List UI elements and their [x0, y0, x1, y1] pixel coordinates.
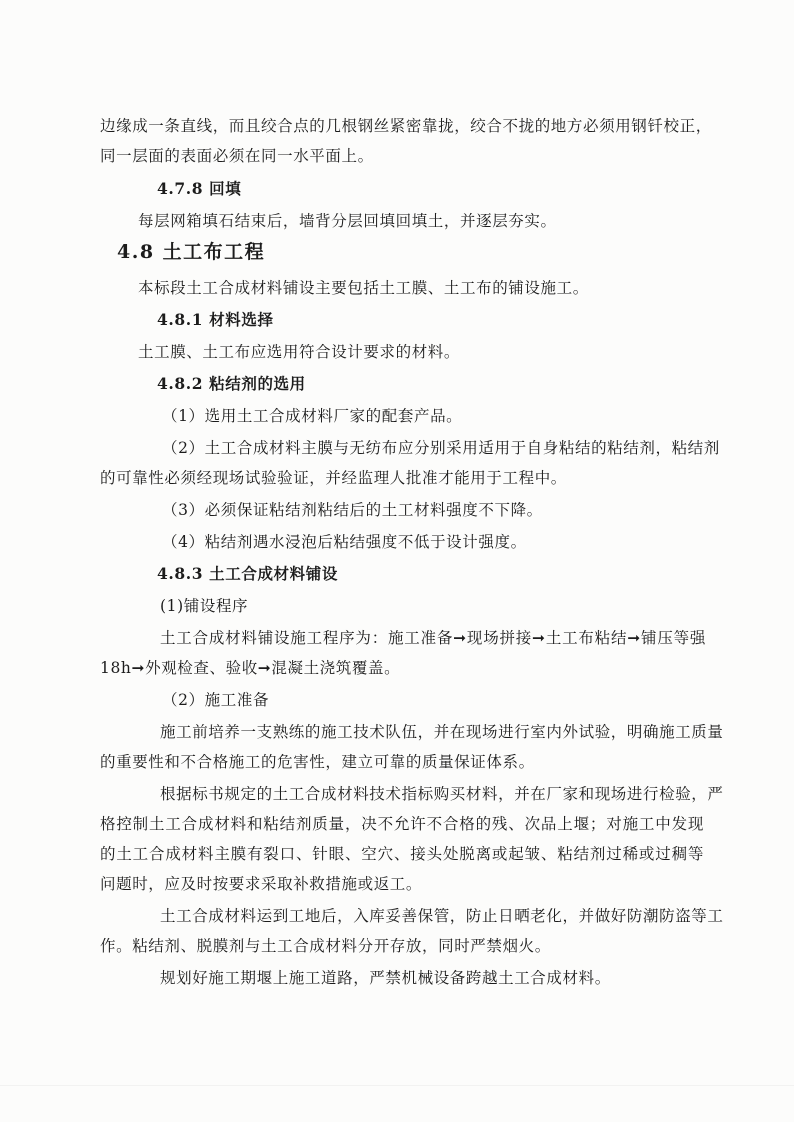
list-item: （4）粘结剂遇水浸泡后粘结强度不低于设计强度。 — [162, 533, 527, 551]
section-heading-4-8-3: 4.8.3 土工合成材料铺设 — [157, 564, 338, 583]
body-line: 本标段土工合成材料铺设主要包括土工膜、土工布的铺设施工。 — [138, 279, 589, 297]
body-line: 问题时，应及时按要求采取补救措施或返工。 — [100, 875, 423, 893]
scan-artifact-line — [0, 1085, 794, 1086]
list-item-continued: 的可靠性必须经现场试验验证，并经监理人批准才能用于工程中。 — [100, 469, 567, 487]
body-line: 土工合成材料运到工地后，入库妥善保管，防止日晒老化，并做好防潮防盗等工 — [160, 907, 724, 925]
body-line: 作。粘结剂、脱膜剂与土工合成材料分开存放，同时严禁烟火。 — [100, 937, 551, 955]
section-heading-4-8: 4.8 土工布工程 — [117, 241, 266, 263]
body-line: 施工前培养一支熟练的施工技术队伍，并在现场进行室内外试验，明确施工质量 — [160, 723, 724, 741]
body-line: 土工膜、土工布应选用符合设计要求的材料。 — [138, 343, 461, 361]
subsection-label: (1)铺设程序 — [160, 597, 249, 615]
body-line: 18h➞外观检查、验收➞混凝土浇筑覆盖。 — [100, 659, 401, 677]
body-line: 土工合成材料铺设施工程序为：施工准备➞现场拼接➞土工布粘结➞铺压等强 — [160, 629, 706, 647]
body-line: 的重要性和不合格施工的危害性，建立可靠的质量保证体系。 — [100, 753, 535, 771]
section-heading-4-8-2: 4.8.2 粘结剂的选用 — [157, 374, 306, 393]
body-line: 的土工合成材料主膜有裂口、针眼、空穴、接头处脱离或起皱、粘结剂过稀或过稠等 — [100, 845, 704, 863]
section-heading-4-8-1: 4.8.1 材料选择 — [157, 310, 274, 329]
body-line: 边缘成一条直线，而且绞合点的几根钢丝紧密靠拢，绞合不拢的地方必须用钢钎校正， — [100, 117, 712, 135]
body-line: 根据标书规定的土工合成材料技术指标购买材料，并在厂家和现场进行检验，严 — [160, 785, 724, 803]
list-item: （3）必须保证粘结剂粘结后的土工材料强度不下降。 — [162, 501, 543, 519]
section-heading-4-7-8: 4.7.8 回填 — [157, 179, 242, 198]
subsection-label: （2）施工准备 — [162, 691, 270, 709]
list-item: （2）土工合成材料主膜与无纺布应分别采用适用于自身粘结的粘结剂，粘结剂 — [162, 439, 720, 457]
body-line: 格控制土工合成材料和粘结剂质量，决不允许不合格的残、次品上堰；对施工中发现 — [100, 815, 704, 833]
list-item: （1）选用土工合成材料厂家的配套产品。 — [162, 407, 463, 425]
body-line: 同一层面的表面必须在同一水平面上。 — [100, 147, 374, 165]
body-line: 每层网箱填石结束后，墙背分层回填回填土，并逐层夯实。 — [138, 212, 557, 230]
body-line: 规划好施工期堰上施工道路，严禁机械设备跨越土工合成材料。 — [160, 969, 611, 987]
